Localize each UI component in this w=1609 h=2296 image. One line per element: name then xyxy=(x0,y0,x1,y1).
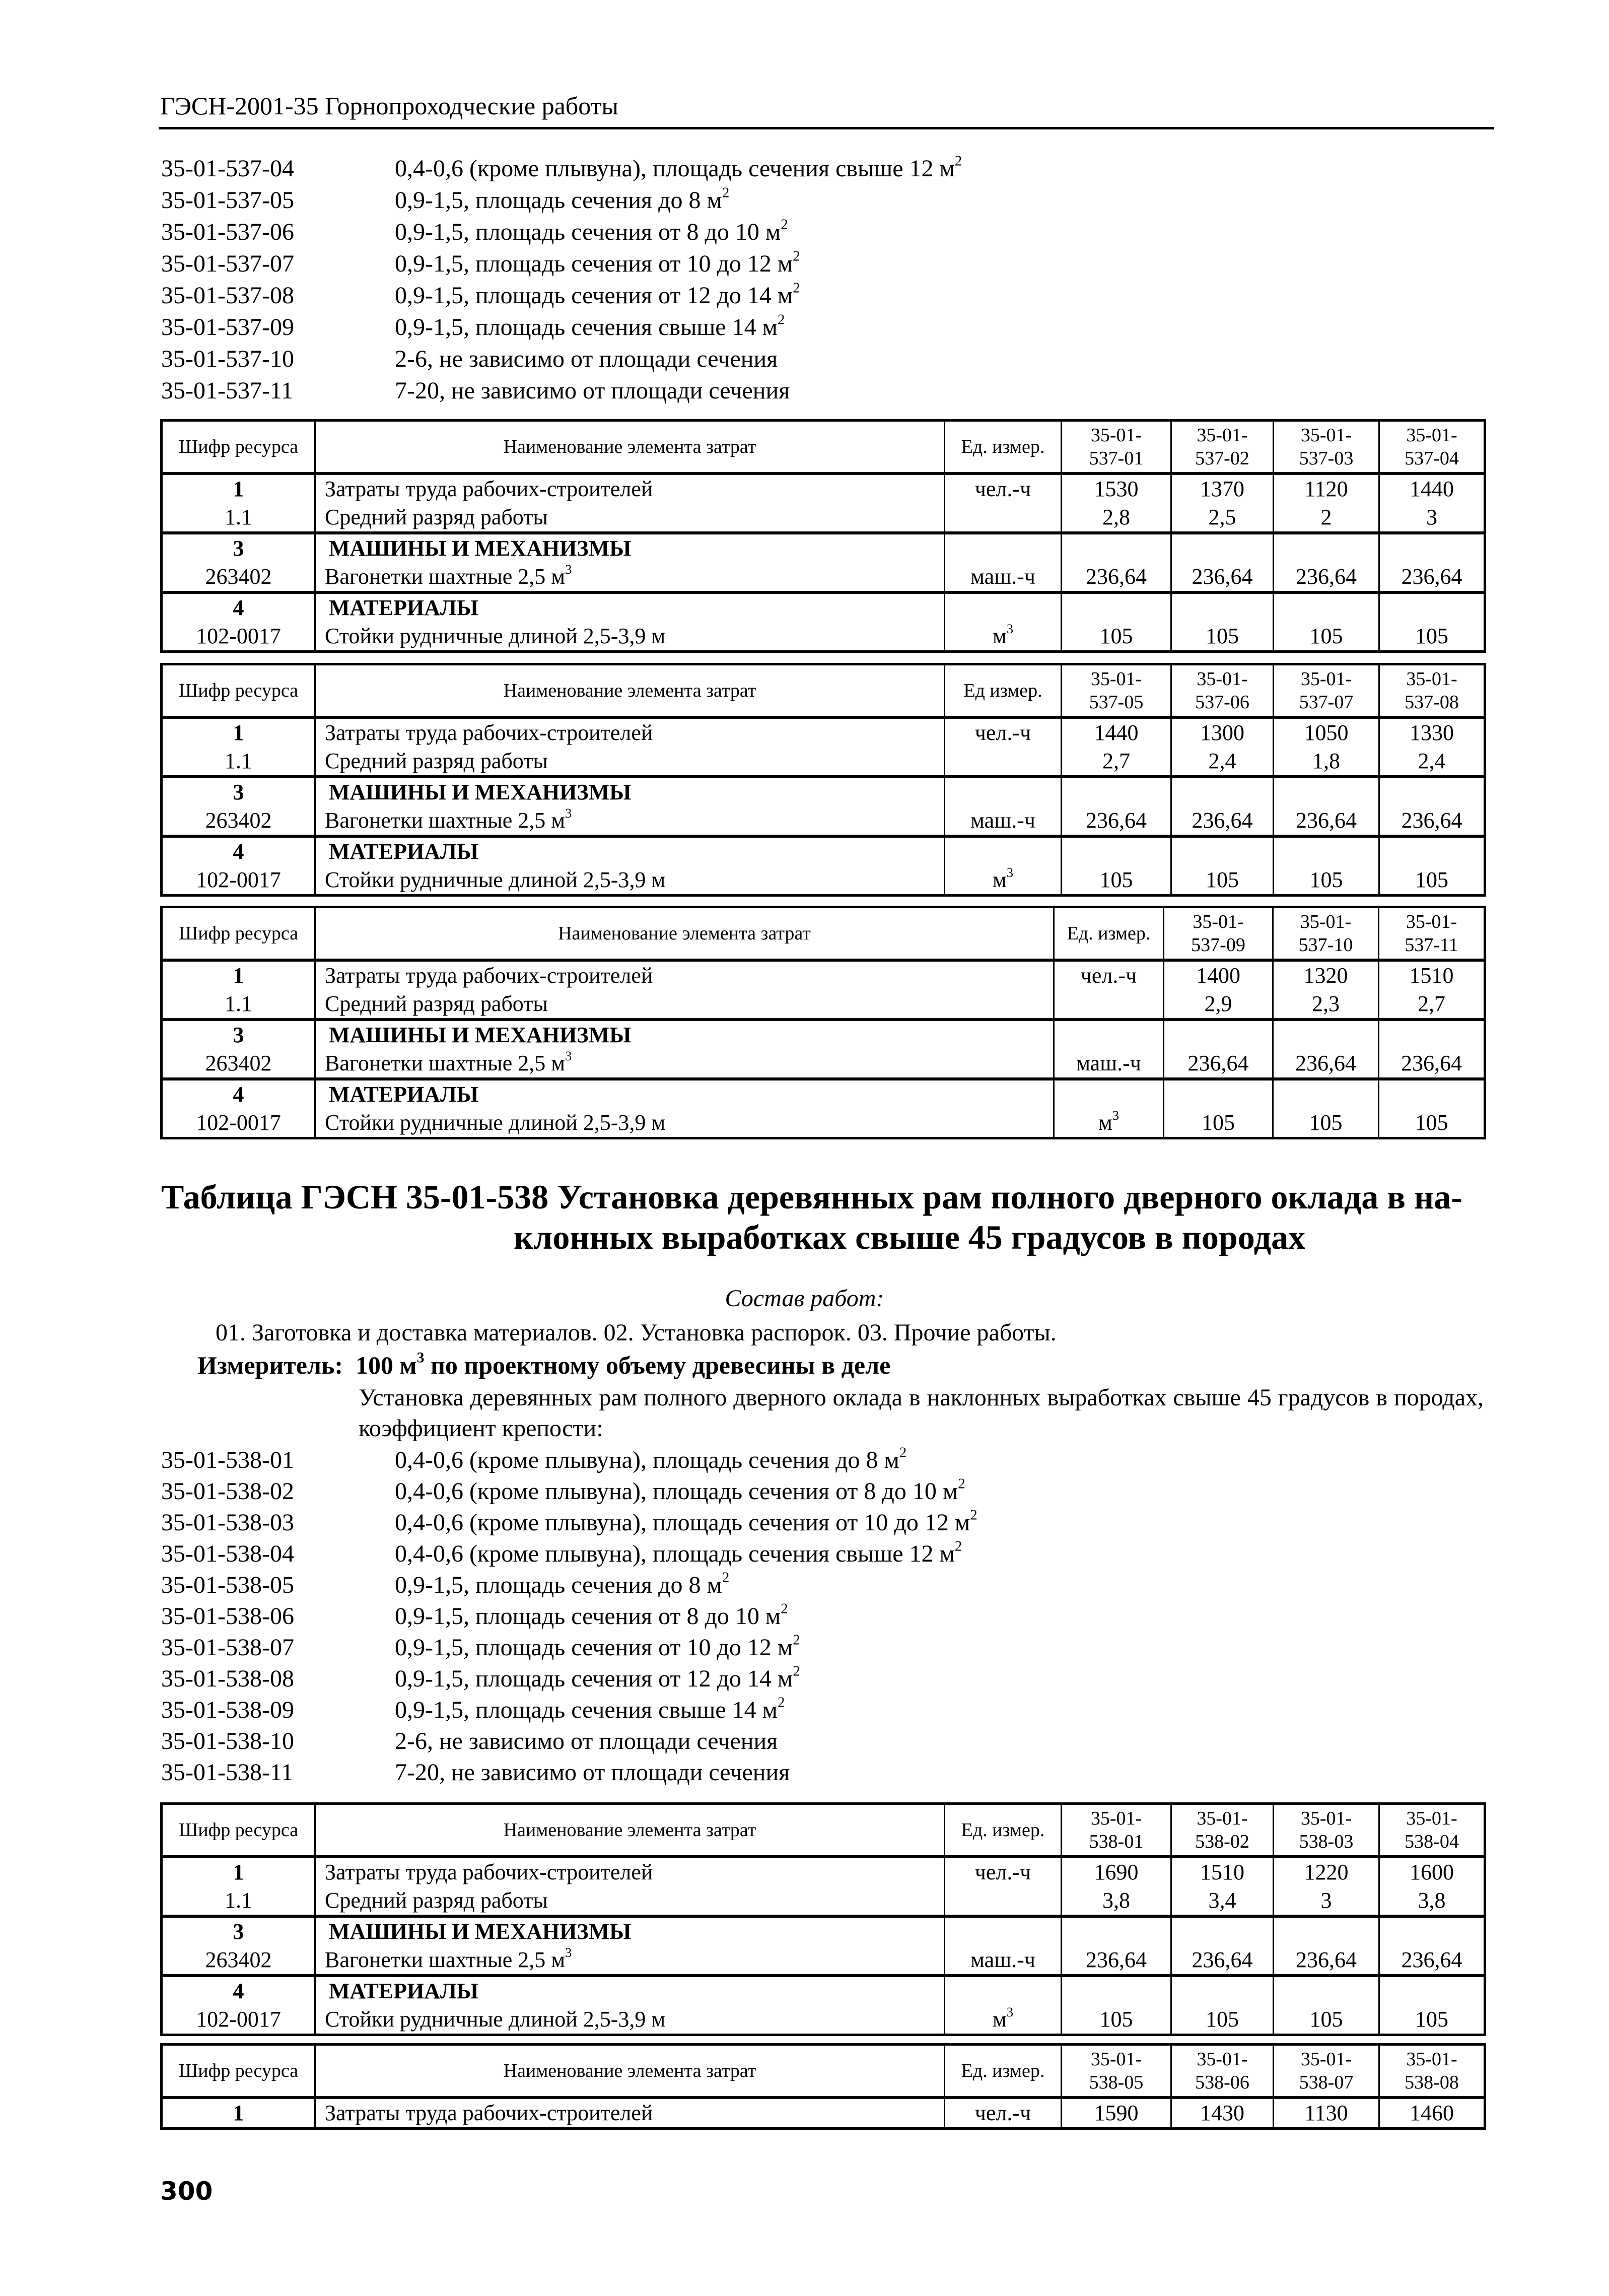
resource-code: 4 xyxy=(162,836,315,866)
item-desc: 0,4-0,6 (кроме плывуна), площадь сечения до 8 $м^2$ xyxy=(395,1444,907,1473)
col-header-norm: 35-01- 538-08 xyxy=(1379,2045,1485,2098)
norm-value: 1120 xyxy=(1274,474,1379,503)
table-row-materials-heading xyxy=(162,1976,1485,2005)
resource-code: 1.1 xyxy=(162,990,315,1020)
resource-name: Затраты труда рабочих-строителей xyxy=(315,2098,945,2129)
works-list: 01. Заготовка и доставка материалов. 02. Установка распорок. 03. Прочие работы. xyxy=(216,1319,1057,1346)
item-code: 35-01-538-06 xyxy=(161,1603,294,1630)
item-desc: 7-20, не зависимо от площади сечения xyxy=(395,1759,790,1786)
section-heading: МАТЕРИАЛЫ xyxy=(315,836,945,866)
norm-value: 1460 xyxy=(1379,2098,1485,2129)
resource-code: 263402 xyxy=(162,1946,315,1976)
item-desc: 0,9-1,5, площадь сечения от 12 до 14 $м^2$ xyxy=(395,280,800,309)
resource-code: 263402 xyxy=(162,563,315,592)
item-code: 35-01-538-09 xyxy=(161,1697,294,1723)
item-code: 35-01-538-07 xyxy=(161,1634,294,1661)
item-code: 35-01-538-05 xyxy=(161,1572,294,1598)
item-desc: 0,9-1,5, площадь сечения от 12 до 14 $м^2$ xyxy=(395,1663,800,1692)
resource-unit: маш.-ч xyxy=(945,563,1062,592)
resource-code: 1.1 xyxy=(162,503,315,533)
resource-unit: маш.-ч xyxy=(945,1946,1062,1976)
table-row-machines-heading xyxy=(162,533,1485,563)
resource-code: 1.1 xyxy=(162,1886,315,1916)
col-header-norm: 35-01- 537-10 xyxy=(1273,907,1379,961)
norm-value: 105 xyxy=(1379,622,1485,652)
code-list-item xyxy=(161,248,1486,280)
item-desc: 0,9-1,5, площадь сечения до 8 $м^2$ xyxy=(395,1569,730,1598)
code-list-item xyxy=(161,1538,1486,1570)
norm-value: 236,64 xyxy=(1171,1946,1274,1976)
code-list-item xyxy=(161,184,1486,216)
norm-value: 1430 xyxy=(1171,2098,1274,2129)
code-list-item xyxy=(161,311,1486,343)
item-code: 35-01-537-04 xyxy=(161,155,294,182)
norm-value: 3,8 xyxy=(1379,1886,1485,1916)
norm-value: 236,64 xyxy=(1273,1049,1379,1079)
resource-unit: $м^3$ xyxy=(945,622,1062,652)
code-list-item xyxy=(161,1757,1486,1788)
norm-value: 236,64 xyxy=(1379,1049,1485,1079)
table-row-wagon xyxy=(162,1049,1485,1079)
col-header-code: Шифр ресурса xyxy=(162,1804,315,1857)
resource-unit: чел.-ч xyxy=(945,717,1062,747)
col-header-name: Наименование элемента затрат xyxy=(315,2045,945,2098)
item-desc: 2-6, не зависимо от площади сечения xyxy=(395,346,778,372)
col-header-name: Наименование элемента затрат xyxy=(315,1804,945,1857)
table-row-labor xyxy=(162,717,1485,747)
col-header-norm: 35-01- 537-09 xyxy=(1164,907,1273,961)
code-list-item xyxy=(161,1570,1486,1601)
table-row-props xyxy=(162,1109,1485,1138)
title-line-2: клонных выработках свыше 45 градусов в породах xyxy=(514,1218,1306,1256)
code-list-item xyxy=(161,280,1486,311)
resource-unit: маш.-ч xyxy=(945,806,1062,836)
resource-name: Средний разряд работы xyxy=(315,747,945,777)
resource-name: Вагонетки шахтные 2,5 $м^3$ xyxy=(315,563,945,592)
item-desc: 0,9-1,5, площадь сечения от 10 до 12 $м^2$ xyxy=(395,1632,800,1661)
norm-value: 1400 xyxy=(1164,960,1273,990)
col-header-unit: Ед. измер. xyxy=(945,2045,1062,2098)
norm-value: 236,64 xyxy=(1274,1946,1379,1976)
col-header-name: Наименование элемента затрат xyxy=(315,421,945,474)
norm-value: 1220 xyxy=(1274,1857,1379,1886)
norm-value: 236,64 xyxy=(1164,1049,1273,1079)
section-heading: МАШИНЫ И МЕХАНИЗМЫ xyxy=(315,1916,945,1946)
code-list-item xyxy=(161,1632,1486,1663)
item-code: 35-01-538-03 xyxy=(161,1509,294,1536)
code-list-item xyxy=(161,1663,1486,1695)
col-header-unit: Ед. измер. xyxy=(945,421,1062,474)
code-list-item xyxy=(161,1507,1486,1538)
resource-code: 263402 xyxy=(162,1049,315,1079)
meter-value: 100 м xyxy=(356,1351,417,1379)
norm-value: 2,9 xyxy=(1164,990,1273,1020)
resource-code: 263402 xyxy=(162,806,315,836)
table-row-grade xyxy=(162,747,1485,777)
col-header-norm: 35-01- 537-11 xyxy=(1379,907,1485,961)
norm-value: 236,64 xyxy=(1062,806,1171,836)
item-desc: 0,9-1,5, площадь сечения свыше 14 $м^2$ xyxy=(395,1694,785,1723)
col-header-norm: 35-01- 537-01 xyxy=(1062,421,1171,474)
norm-value: 1510 xyxy=(1379,960,1485,990)
code-list-item xyxy=(161,1695,1486,1726)
item-code: 35-01-538-08 xyxy=(161,1665,294,1692)
table-header-row xyxy=(162,1804,1485,1857)
table-row-grade xyxy=(162,990,1485,1020)
code-list-item xyxy=(161,1601,1486,1632)
item-code: 35-01-538-01 xyxy=(161,1447,294,1473)
norm-value: 2,3 xyxy=(1273,990,1379,1020)
resource-name: Стойки рудничные длиной 2,5-3,9 м xyxy=(315,1109,1054,1138)
resource-code: 3 xyxy=(162,777,315,806)
table-row-machines-heading xyxy=(162,1916,1485,1946)
norm-value: 2,4 xyxy=(1171,747,1274,777)
item-desc: 0,9-1,5, площадь сечения до 8 $м^2$ xyxy=(395,184,730,214)
norm-value: 236,64 xyxy=(1379,563,1485,592)
resource-unit xyxy=(1054,990,1164,1020)
item-desc: 7-20, не зависимо от площади сечения xyxy=(395,377,790,404)
item-desc: 0,9-1,5, площадь сечения от 8 до 10 $м^2$ xyxy=(395,216,788,245)
item-code: 35-01-538-10 xyxy=(161,1728,294,1754)
col-header-code: Шифр ресурса xyxy=(162,664,315,718)
table-row-props xyxy=(162,866,1485,896)
resource-unit: чел.-ч xyxy=(945,1857,1062,1886)
norm-value: 1330 xyxy=(1379,717,1485,747)
norm-value: 236,64 xyxy=(1379,1946,1485,1976)
norm-value: 1130 xyxy=(1274,2098,1379,2129)
col-header-norm: 35-01- 537-04 xyxy=(1379,421,1485,474)
norm-value: 105 xyxy=(1379,1109,1485,1138)
table-row-machines-heading xyxy=(162,1020,1485,1049)
col-header-norm: 35-01- 537-06 xyxy=(1171,664,1274,718)
table-row-wagon xyxy=(162,1946,1485,1976)
resource-unit xyxy=(945,1886,1062,1916)
resource-code: 102-0017 xyxy=(162,622,315,652)
norm-value: 1600 xyxy=(1379,1857,1485,1886)
col-header-unit: Ед. измер. xyxy=(1054,907,1164,961)
norm-value: 3 xyxy=(1379,503,1485,533)
norm-value: 2,8 xyxy=(1062,503,1171,533)
table-row-wagon xyxy=(162,563,1485,592)
section-title-538 xyxy=(161,1177,1486,1257)
meter-label: Измеритель: xyxy=(197,1351,343,1379)
code-list-item xyxy=(161,343,1486,375)
code-list-537 xyxy=(161,153,1486,407)
composition-label: Состав работ: xyxy=(725,1285,884,1312)
norm-value: 1320 xyxy=(1273,960,1379,990)
resource-name: Затраты труда рабочих-строителей xyxy=(315,1857,945,1886)
item-desc: 0,9-1,5, площадь сечения свыше 14 $м^2$ xyxy=(395,311,785,341)
item-code: 35-01-538-11 xyxy=(161,1759,294,1786)
table-header-row xyxy=(162,907,1485,961)
col-header-norm: 35-01- 538-02 xyxy=(1171,1804,1274,1857)
norms-table-537-05-08 xyxy=(160,663,1486,897)
norm-value: 3 xyxy=(1274,1886,1379,1916)
norm-value: 236,64 xyxy=(1379,806,1485,836)
norm-value: 105 xyxy=(1062,866,1171,896)
col-header-code: Шифр ресурса xyxy=(162,907,315,961)
norm-value: 1590 xyxy=(1062,2098,1171,2129)
item-desc: 2-6, не зависимо от площади сечения xyxy=(395,1728,778,1754)
resource-name: Вагонетки шахтные 2,5 $м^3$ xyxy=(315,806,945,836)
table-row-materials-heading xyxy=(162,1079,1485,1109)
item-desc: 0,9-1,5, площадь сечения от 8 до 10 $м^2$ xyxy=(395,1600,788,1630)
resource-code: 1.1 xyxy=(162,747,315,777)
resource-unit: $м^3$ xyxy=(945,2005,1062,2035)
resource-unit: чел.-ч xyxy=(945,2098,1062,2129)
resource-unit: $м^3$ xyxy=(945,866,1062,896)
item-desc: 0,4-0,6 (кроме плывуна), площадь сечения от 8 до 10 $м^2$ xyxy=(395,1475,965,1505)
resource-name: Средний разряд работы xyxy=(315,1886,945,1916)
item-code: 35-01-538-02 xyxy=(161,1478,294,1505)
resource-name: Вагонетки шахтные 2,5 $м^3$ xyxy=(315,1049,1054,1079)
norm-value: 105 xyxy=(1274,622,1379,652)
norm-value: 2 xyxy=(1274,503,1379,533)
norm-value: 236,64 xyxy=(1171,806,1274,836)
resource-unit xyxy=(945,747,1062,777)
norm-value: 105 xyxy=(1062,622,1171,652)
resource-code: 102-0017 xyxy=(162,866,315,896)
norm-value: 236,64 xyxy=(1171,563,1274,592)
resource-code: 1 xyxy=(162,2098,315,2129)
col-header-norm: 35-01- 537-08 xyxy=(1379,664,1485,718)
norm-value: 105 xyxy=(1379,2005,1485,2035)
table-header-row xyxy=(162,421,1485,474)
intro-paragraph: Установка деревянных рам полного дверного оклада в наклонных выработках свыше 45 градусов в породах, коэффициент крепости: xyxy=(359,1384,1484,1442)
code-list-item xyxy=(161,1726,1486,1757)
col-header-code: Шифр ресурса xyxy=(162,2045,315,2098)
table-row-machines-heading xyxy=(162,777,1485,806)
table-row-grade xyxy=(162,503,1485,533)
norm-value: 1,8 xyxy=(1274,747,1379,777)
norms-table-537-09-11 xyxy=(160,906,1486,1139)
norm-value: 1370 xyxy=(1171,474,1274,503)
table-row-labor xyxy=(162,474,1485,503)
resource-code: 3 xyxy=(162,533,315,563)
code-list-item xyxy=(161,375,1486,407)
table-row-props xyxy=(162,622,1485,652)
norm-value: 3,8 xyxy=(1062,1886,1171,1916)
resource-name: Вагонетки шахтные 2,5 $м^3$ xyxy=(315,1946,945,1976)
table-row-labor xyxy=(162,960,1485,990)
norm-value: 2,5 xyxy=(1171,503,1274,533)
col-header-unit: Ед измер. xyxy=(945,664,1062,718)
col-header-norm: 35-01- 537-03 xyxy=(1274,421,1379,474)
resource-unit: $м^3$ xyxy=(1054,1109,1164,1138)
resource-code: 3 xyxy=(162,1916,315,1946)
table-row-materials-heading xyxy=(162,592,1485,622)
code-list-538 xyxy=(161,1445,1486,1788)
norm-value: 105 xyxy=(1171,866,1274,896)
resource-code: 1 xyxy=(162,1857,315,1886)
resource-unit: маш.-ч xyxy=(1054,1049,1164,1079)
col-header-name: Наименование элемента затрат xyxy=(315,664,945,718)
norm-value: 105 xyxy=(1164,1109,1273,1138)
norm-value: 236,64 xyxy=(1274,563,1379,592)
meter-line: Измеритель: 100 $м^3$ по проектному объему древесины в деле xyxy=(197,1349,891,1379)
norms-table-537-01-04 xyxy=(160,419,1486,653)
norm-value: 105 xyxy=(1274,2005,1379,2035)
resource-name: Стойки рудничные длиной 2,5-3,9 м xyxy=(315,866,945,896)
resource-name: Средний разряд работы xyxy=(315,503,945,533)
item-desc: 0,9-1,5, площадь сечения от 10 до 12 $м^2$ xyxy=(395,248,800,277)
table-header-row xyxy=(162,664,1485,718)
resource-name: Затраты труда рабочих-строителей xyxy=(315,960,1054,990)
norm-value: 236,64 xyxy=(1274,806,1379,836)
item-code: 35-01-537-05 xyxy=(161,187,294,214)
col-header-name: Наименование элемента затрат xyxy=(315,907,1054,961)
norm-value: 105 xyxy=(1379,866,1485,896)
table-row-grade xyxy=(162,1886,1485,1916)
item-code: 35-01-537-09 xyxy=(161,314,294,341)
norm-value: 1050 xyxy=(1274,717,1379,747)
title-line-1: Таблица ГЭСН 35-01-538 Установка деревянных рам полного дверного оклада в на- xyxy=(161,1178,1462,1216)
norm-value: 1530 xyxy=(1062,474,1171,503)
resource-name: Затраты труда рабочих-строителей xyxy=(315,474,945,503)
item-desc: 0,4-0,6 (кроме плывуна), площадь сечения свыше 12 $м^2$ xyxy=(395,153,962,182)
col-header-norm: 35-01- 538-04 xyxy=(1379,1804,1485,1857)
table-row-labor xyxy=(162,2098,1485,2129)
resource-code: 102-0017 xyxy=(162,1109,315,1138)
item-code: 35-01-538-04 xyxy=(161,1540,294,1567)
running-header-title: ГЭСН-2001-35 Горнопроходческие работы xyxy=(160,92,618,120)
table-row-props xyxy=(162,2005,1485,2035)
item-desc: 0,4-0,6 (кроме плывуна), площадь сечения от 10 до 12 $м^2$ xyxy=(395,1507,977,1536)
norm-value: 1440 xyxy=(1062,717,1171,747)
item-code: 35-01-537-07 xyxy=(161,250,294,277)
norm-value: 3,4 xyxy=(1171,1886,1274,1916)
page-number: 300 xyxy=(160,2177,213,2206)
resource-code: 1 xyxy=(162,960,315,990)
norm-value: 2,7 xyxy=(1062,747,1171,777)
item-code: 35-01-537-10 xyxy=(161,346,294,372)
table-header-row xyxy=(162,2045,1485,2098)
item-desc: 0,4-0,6 (кроме плывуна), площадь сечения свыше 12 $м^2$ xyxy=(395,1538,962,1567)
section-heading: МАШИНЫ И МЕХАНИЗМЫ xyxy=(315,1020,1054,1049)
resource-unit: чел.-ч xyxy=(945,474,1062,503)
norm-value: 105 xyxy=(1062,2005,1171,2035)
norm-value: 105 xyxy=(1274,866,1379,896)
code-list-item xyxy=(161,153,1486,184)
norm-value: 1300 xyxy=(1171,717,1274,747)
section-heading: МАТЕРИАЛЫ xyxy=(315,1976,945,2005)
resource-code: 4 xyxy=(162,1976,315,2005)
item-code: 35-01-537-08 xyxy=(161,282,294,309)
resource-code: 1 xyxy=(162,474,315,503)
code-list-item xyxy=(161,1445,1486,1476)
col-header-norm: 35-01- 538-01 xyxy=(1062,1804,1171,1857)
resource-name: Стойки рудничные длиной 2,5-3,9 м xyxy=(315,622,945,652)
item-code: 35-01-537-11 xyxy=(161,377,294,404)
resource-name: Затраты труда рабочих-строителей xyxy=(315,717,945,747)
resource-code: 4 xyxy=(162,592,315,622)
col-header-norm: 35-01- 537-07 xyxy=(1274,664,1379,718)
resource-name: Стойки рудничные длиной 2,5-3,9 м xyxy=(315,2005,945,2035)
resource-code: 102-0017 xyxy=(162,2005,315,2035)
norm-value: 105 xyxy=(1171,622,1274,652)
section-heading: МАТЕРИАЛЫ xyxy=(315,1079,1054,1109)
col-header-unit: Ед. измер. xyxy=(945,1804,1062,1857)
header-rule xyxy=(159,127,1494,129)
section-heading: МАТЕРИАЛЫ xyxy=(315,592,945,622)
resource-code: 4 xyxy=(162,1079,315,1109)
norm-value: 236,64 xyxy=(1062,563,1171,592)
col-header-norm: 35-01- 538-05 xyxy=(1062,2045,1171,2098)
col-header-norm: 35-01- 537-02 xyxy=(1171,421,1274,474)
col-header-norm: 35-01- 538-06 xyxy=(1171,2045,1274,2098)
section-heading: МАШИНЫ И МЕХАНИЗМЫ xyxy=(315,533,945,563)
resource-unit xyxy=(945,503,1062,533)
resource-code: 1 xyxy=(162,717,315,747)
col-header-norm: 35-01- 537-05 xyxy=(1062,664,1171,718)
resource-unit: чел.-ч xyxy=(1054,960,1164,990)
norm-value: 236,64 xyxy=(1062,1946,1171,1976)
item-code: 35-01-537-06 xyxy=(161,219,294,245)
code-list-item xyxy=(161,216,1486,248)
resource-code: 3 xyxy=(162,1020,315,1049)
section-heading: МАШИНЫ И МЕХАНИЗМЫ xyxy=(315,777,945,806)
norms-table-538-01-04 xyxy=(160,1802,1486,2036)
norm-value: 105 xyxy=(1273,1109,1379,1138)
col-header-norm: 35-01- 538-03 xyxy=(1274,1804,1379,1857)
code-list-item xyxy=(161,1476,1486,1507)
norms-table-538-05-08 xyxy=(160,2043,1486,2130)
norm-value: 2,7 xyxy=(1379,990,1485,1020)
table-row-materials-heading xyxy=(162,836,1485,866)
table-row-wagon xyxy=(162,806,1485,836)
resource-name: Средний разряд работы xyxy=(315,990,1054,1020)
norm-value: 2,4 xyxy=(1379,747,1485,777)
norm-value: 1510 xyxy=(1171,1857,1274,1886)
norm-value: 105 xyxy=(1171,2005,1274,2035)
col-header-code: Шифр ресурса xyxy=(162,421,315,474)
norm-value: 1690 xyxy=(1062,1857,1171,1886)
table-row-labor xyxy=(162,1857,1485,1886)
col-header-norm: 35-01- 538-07 xyxy=(1274,2045,1379,2098)
norm-value: 1440 xyxy=(1379,474,1485,503)
